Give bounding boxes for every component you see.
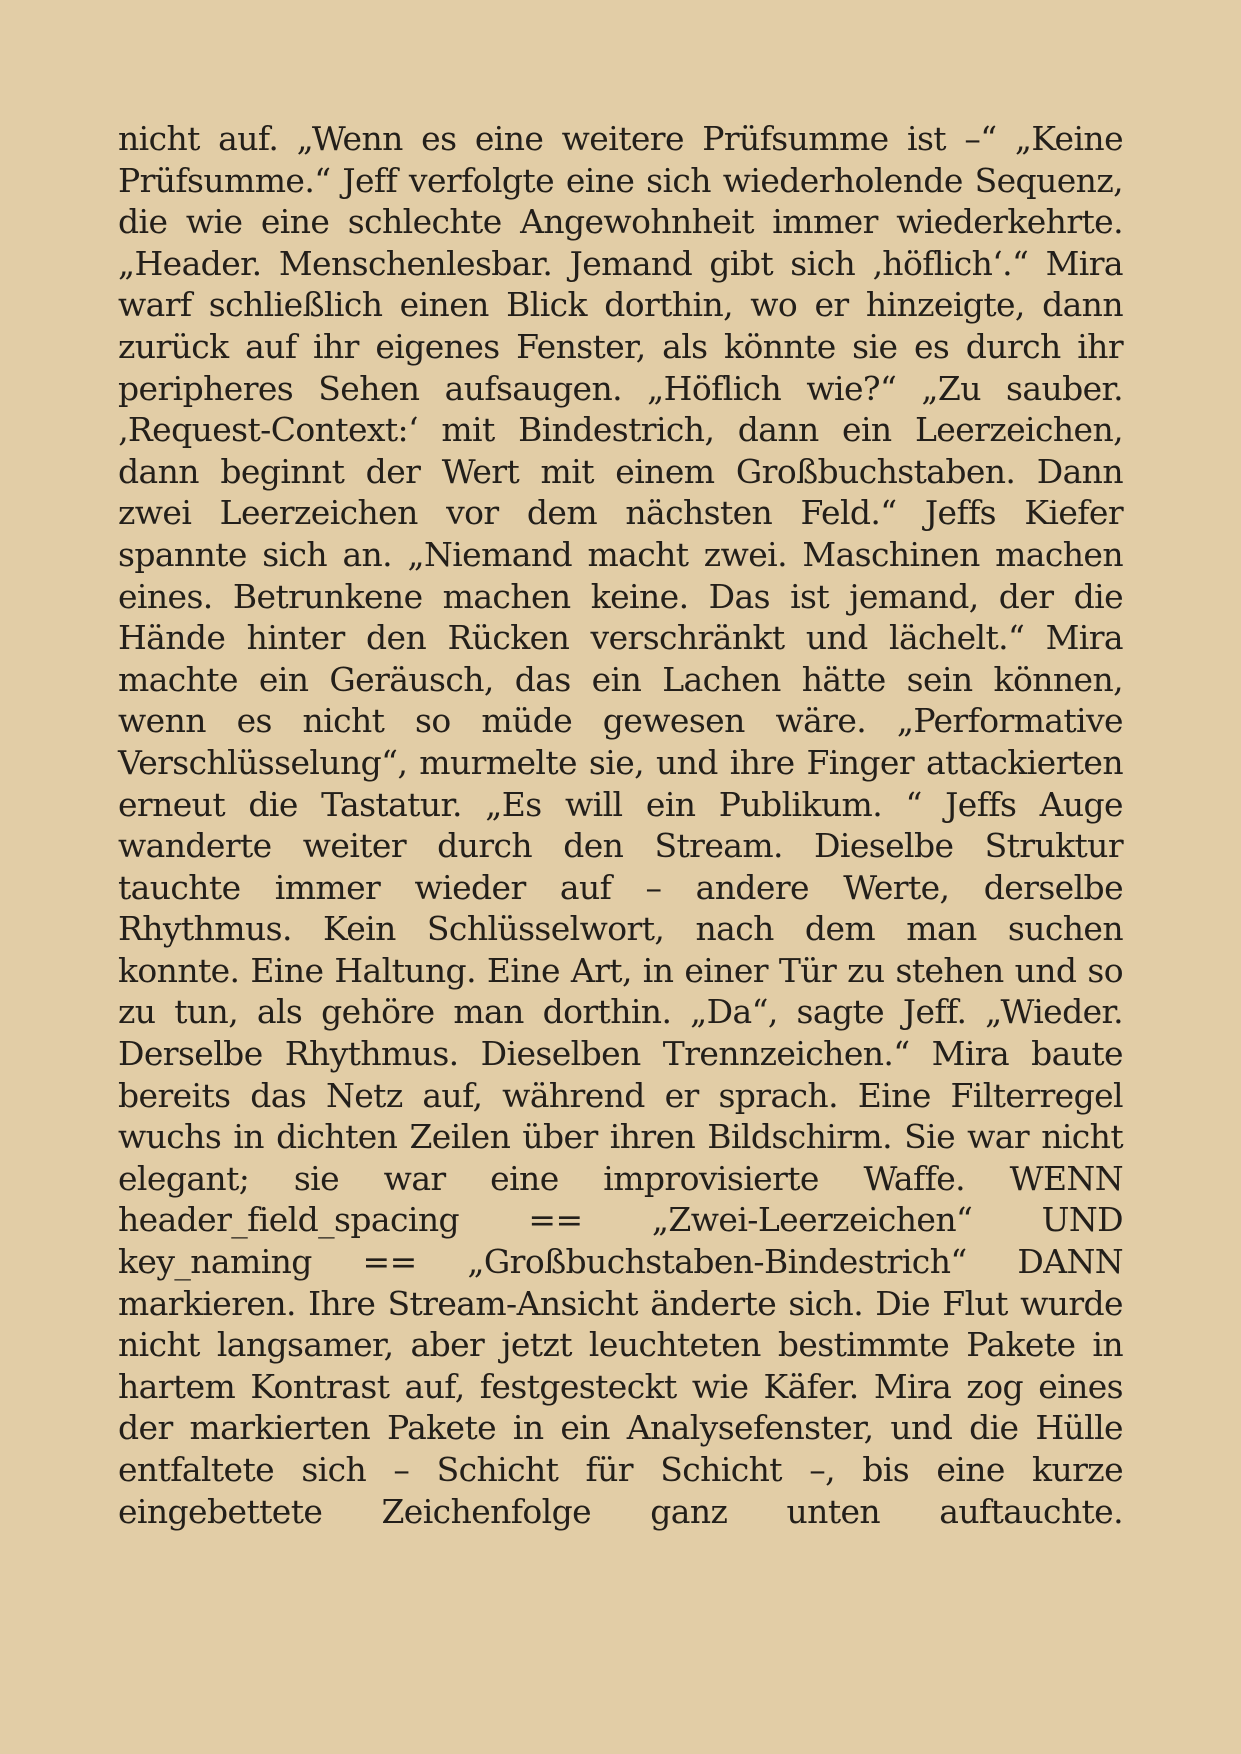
body-paragraph: nicht auf. „Wenn es eine weitere Prüfsumme ist –“ „Keine Prüfsumme.“ Jeff verfolgte eine sich wiederholende Sequenz, die wie eine schlechte Angewohnheit immer wiederkehrte. „Header. Menschenlesbar. Jemand gibt sich ‚höflich‘.“ Mira warf schließlich einen Blick dorthin, wo er hinzeigte, dann zurück auf ihr eigenes Fenster, als könnte sie es durch ihr peripheres Sehen aufsaugen. „Höflich wie?“ „Zu sauber. ‚Request-Context:‘ mit Bindestrich, dann ein Leerzeichen, dann beginnt der Wert mit einem Großbuchstaben. Dann zwei Leerzeichen vor dem nächsten Feld.“ Jeffs Kiefer spannte sich an. „Niemand macht zwei. Maschinen machen eines. Betrunkene machen keine. Das ist jemand, der die Hände hinter den Rücken verschränkt und lächelt.“ Mira machte ein Geräusch, das ein Lachen hätte sein können, wenn es nicht so müde gewesen wäre. „Performative Verschlüsselung“, murmelte sie, und ihre Finger attackierten erneut die Tastatur. „Es will ein Publikum. “ Jeffs Auge wanderte weiter durch den Stream. Dieselbe Struktur tauchte immer wieder auf – andere Werte, derselbe Rhythmus. Kein Schlüsselwort, nach dem man suchen konnte. Eine Haltung. Eine Art, in einer Tür zu stehen und so zu tun, als gehöre man dorthin. „Da“, sagte Jeff. „Wieder. Derselbe Rhythmus. Dieselben Trennzeichen.“ Mira baute bereits das Netz auf, während er sprach. Eine Filterregel wuchs in dichten Zeilen über ihren Bildschirm. Sie war nicht elegant; sie war eine improvisierte Waffe. WENN header_field_spacing == „Zwei-Leerzeichen“ UND key_naming == „Großbuchstaben-Bindestrich“ DANN markieren. Ihre Stream-Ansicht änderte sich. Die Flut wurde nicht langsamer, aber jetzt leuchteten bestimmte Pakete in hartem Kontrast auf, festgesteckt wie Käfer. Mira zog eines der markierten Pakete in ein Analysefenster, und die Hülle entfaltete sich – Schicht für Schicht –, bis eine kurze eingebettete Zeichenfolge ganz unten auftauchte. bbox=[118, 119, 1123, 1531]
book-page bbox=[118, 118, 1123, 1532]
